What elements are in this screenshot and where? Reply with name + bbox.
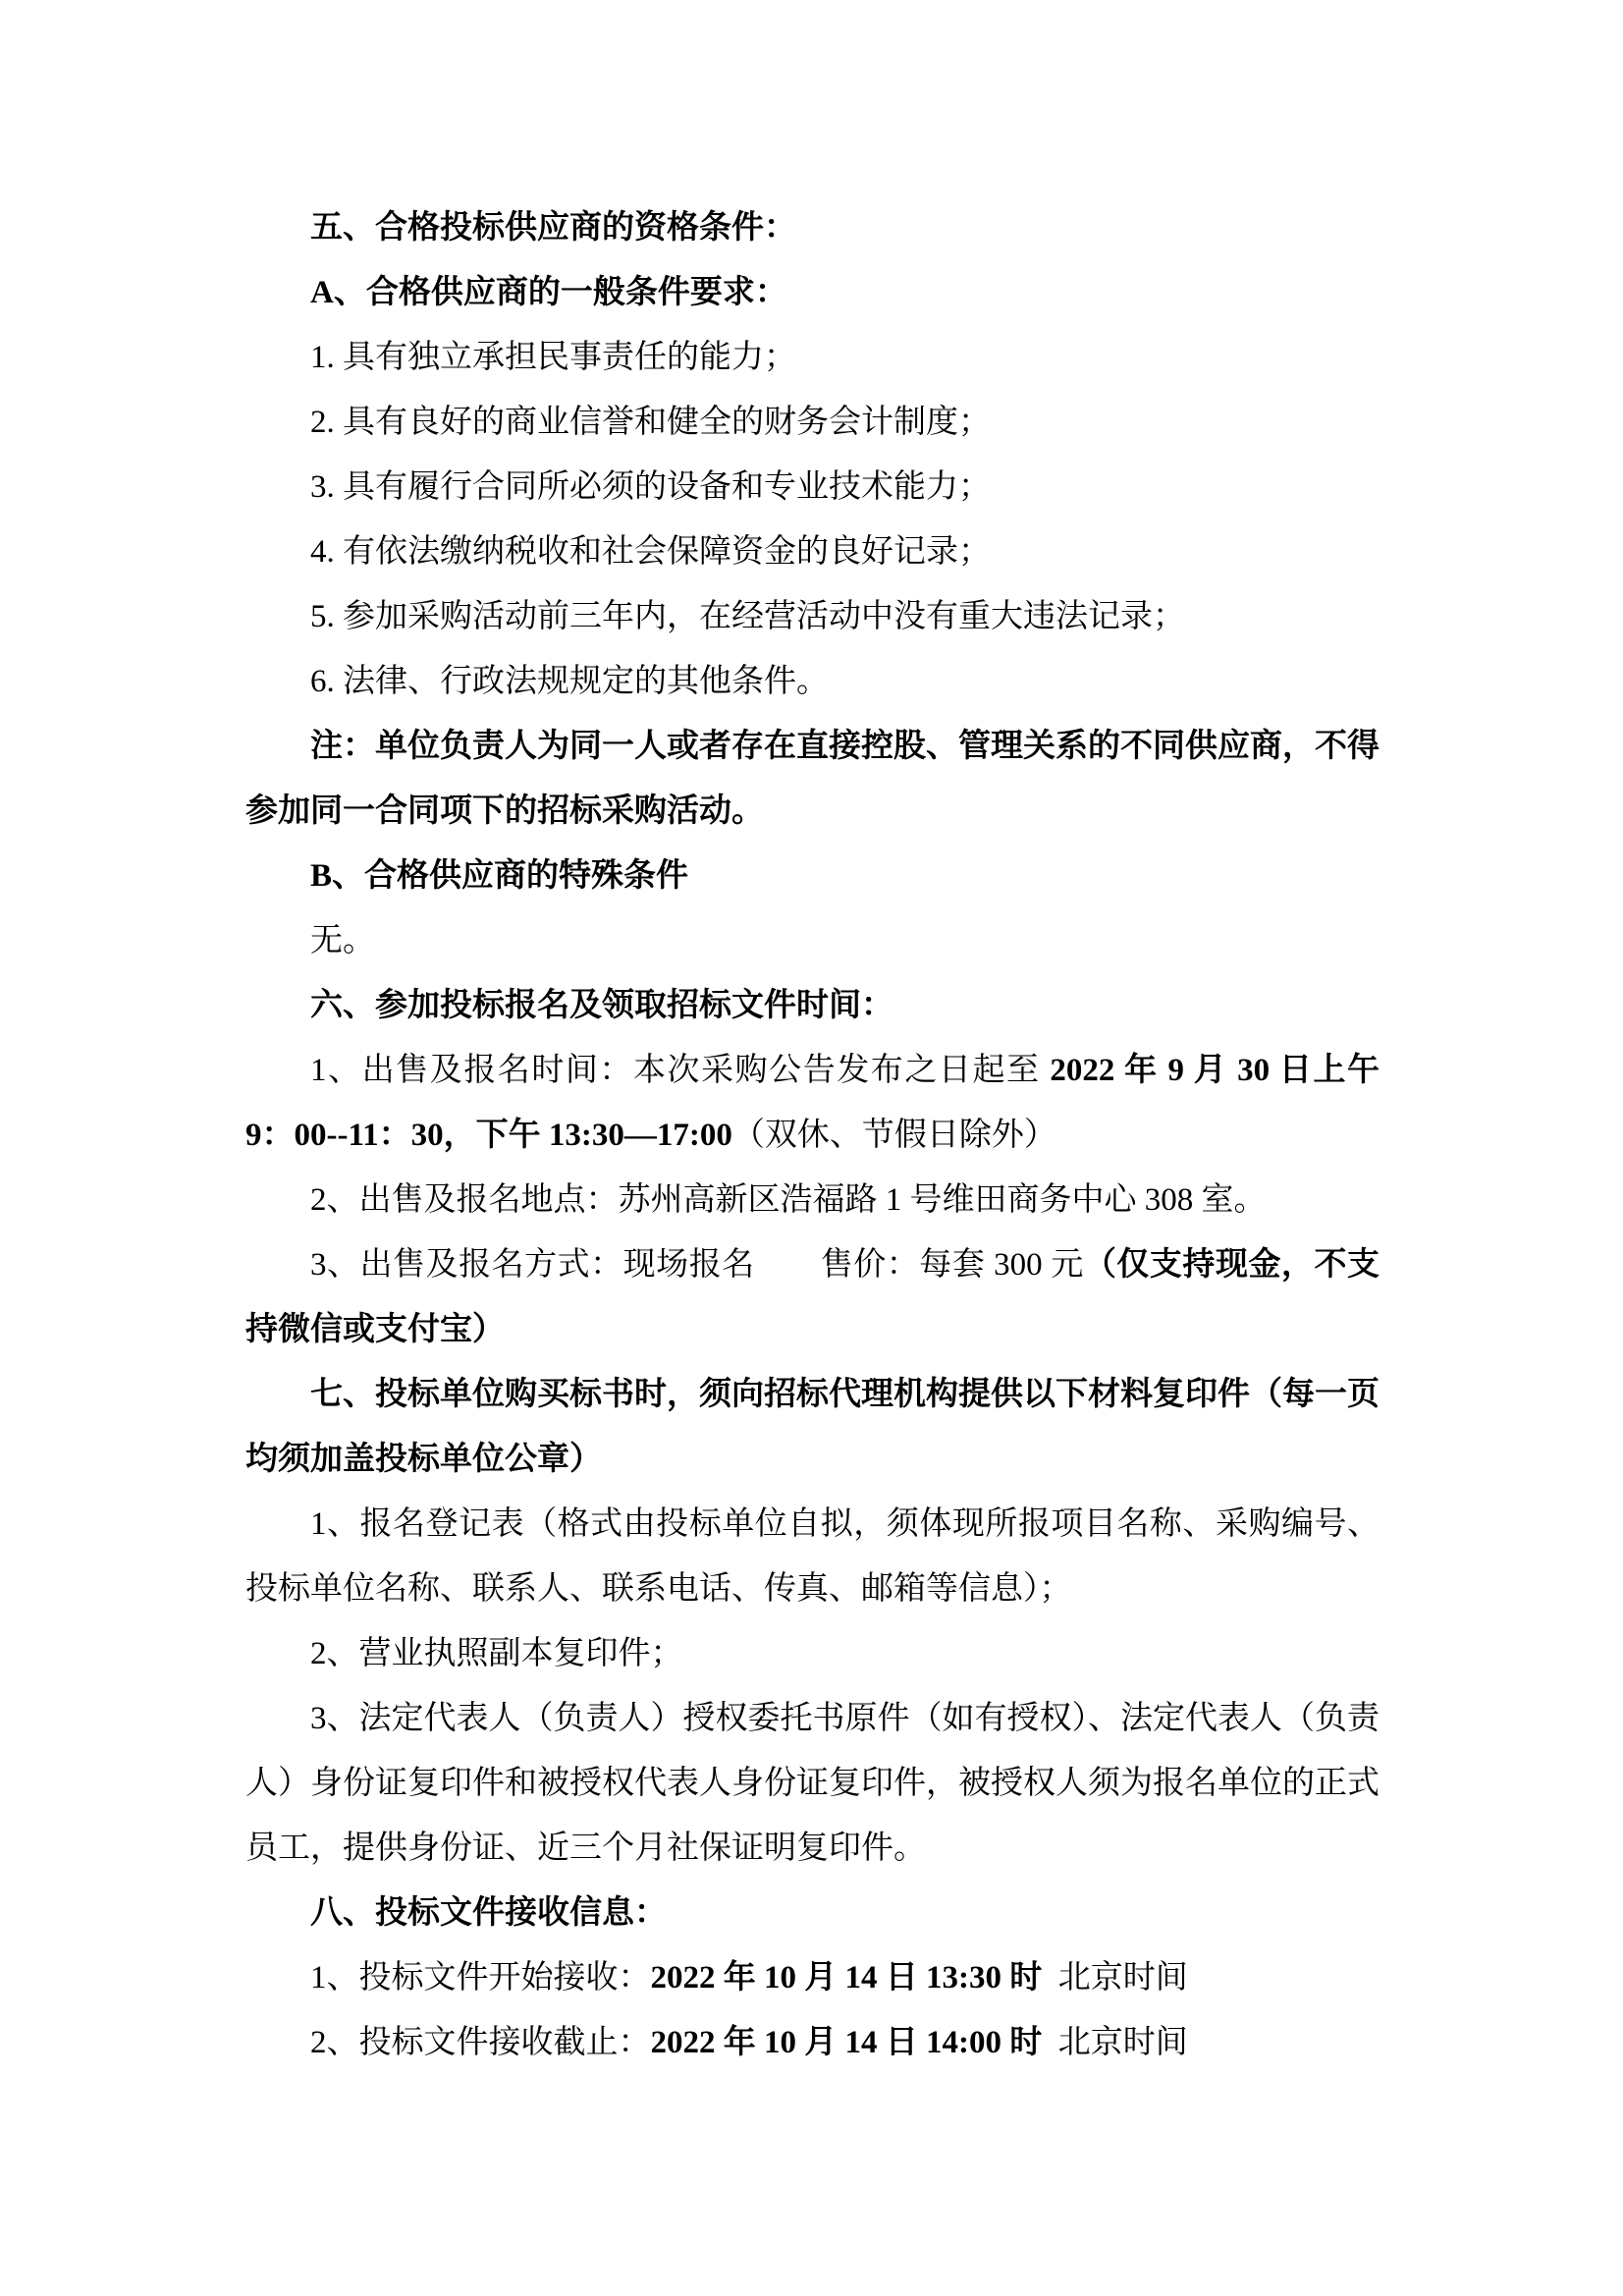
text-run: 1、投标文件开始接收：	[310, 1960, 651, 1995]
sale-time	[245, 1038, 1380, 1168]
general-condition-1	[245, 325, 1380, 390]
bold-text-run: 2022 年 9 月 30 日上午 9：00--11：30，下午 13:30—17:00	[245, 1053, 1380, 1153]
text-run: 2、投标文件接收截止：	[310, 2025, 651, 2060]
general-condition-2	[245, 390, 1380, 455]
section-5a-heading	[245, 260, 1380, 325]
bold-text-run: 七、投标单位购买标书时，须向招标代理机构提供以下材料复印件（每一页均须加盖投标单位公章）	[245, 1377, 1380, 1477]
general-condition-6	[245, 649, 1380, 714]
receive-deadline	[245, 2010, 1380, 2075]
text-run: 2. 具有良好的商业信誉和健全的财务会计制度；	[310, 405, 991, 440]
material-1	[245, 1492, 1380, 1621]
text-run: 3. 具有履行合同所必须的设备和专业技术能力；	[310, 469, 991, 505]
bold-text-run: A、合格供应商的一般条件要求：	[310, 275, 787, 310]
text-run: 1、出售及报名时间：本次采购公告发布之日起至	[310, 1053, 1051, 1088]
bold-text-run: 五、合格投标供应商的资格条件：	[310, 210, 796, 246]
text-run: 3、出售及报名方式：现场报名 售价：每套 300 元	[310, 1247, 1084, 1283]
text-run: 无。	[310, 923, 375, 958]
sale-place	[245, 1168, 1380, 1232]
sale-method	[245, 1232, 1380, 1362]
text-run: 1、报名登记表（格式由投标单位自拟，须体现所报项目名称、采购编号、投标单位名称、联系人、联系电话、传真、邮箱等信息）；	[245, 1506, 1380, 1607]
section-5b-heading	[245, 844, 1380, 908]
text-run: 1. 具有独立承担民事责任的能力；	[310, 340, 796, 375]
bold-text-run: 六、参加投标报名及领取招标文件时间：	[310, 988, 893, 1023]
text-run: 5. 参加采购活动前三年内，在经营活动中没有重大违法记录；	[310, 599, 1185, 634]
text-run: 2、出售及报名地点：苏州高新区浩福路 1 号维田商务中心 308 室。	[310, 1182, 1267, 1218]
general-condition-3	[245, 455, 1380, 519]
note-paragraph	[245, 714, 1380, 844]
text-run: 6. 法律、行政法规规定的其他条件。	[310, 664, 829, 699]
text-run: 北京时间	[1042, 1960, 1188, 1995]
text-run: 2、营业执照副本复印件；	[310, 1636, 683, 1671]
receive-start	[245, 1945, 1380, 2010]
material-2	[245, 1621, 1380, 1686]
section-8-heading	[245, 1881, 1380, 1945]
bold-text-run: （仅支持现金，不支持微信或支付宝）	[245, 1247, 1380, 1347]
bold-text-run: 注：单位负责人为同一人或者存在直接控股、管理关系的不同供应商，不得参加同一合同项下的招标采购活动。	[245, 729, 1380, 829]
general-condition-5	[245, 584, 1380, 649]
text-run: 4. 有依法缴纳税收和社会保障资金的良好记录；	[310, 534, 991, 570]
text-run: 北京时间	[1042, 2025, 1188, 2060]
material-3	[245, 1686, 1380, 1881]
section-5-heading	[245, 195, 1380, 260]
bold-text-run: 八、投标文件接收信息：	[310, 1895, 667, 1931]
bold-text-run: 2022 年 10 月 14 日 14:00 时	[650, 2025, 1043, 2060]
section-6-heading	[245, 973, 1380, 1038]
general-condition-4	[245, 519, 1380, 584]
section-5b-content	[245, 908, 1380, 973]
section-7-heading	[245, 1362, 1380, 1492]
text-run: （双休、节假日除外）	[731, 1118, 1056, 1153]
bold-text-run: 2022 年 10 月 14 日 13:30 时	[650, 1960, 1043, 1995]
bold-text-run: B、合格供应商的特殊条件	[310, 858, 689, 894]
text-run: 3、法定代表人（负责人）授权委托书原件（如有授权）、法定代表人（负责人）身份证复印件和被授权代表人身份证复印件，被授权人须为报名单位的正式员工，提供身份证、近三个月社保证明复印件。	[245, 1701, 1380, 1866]
